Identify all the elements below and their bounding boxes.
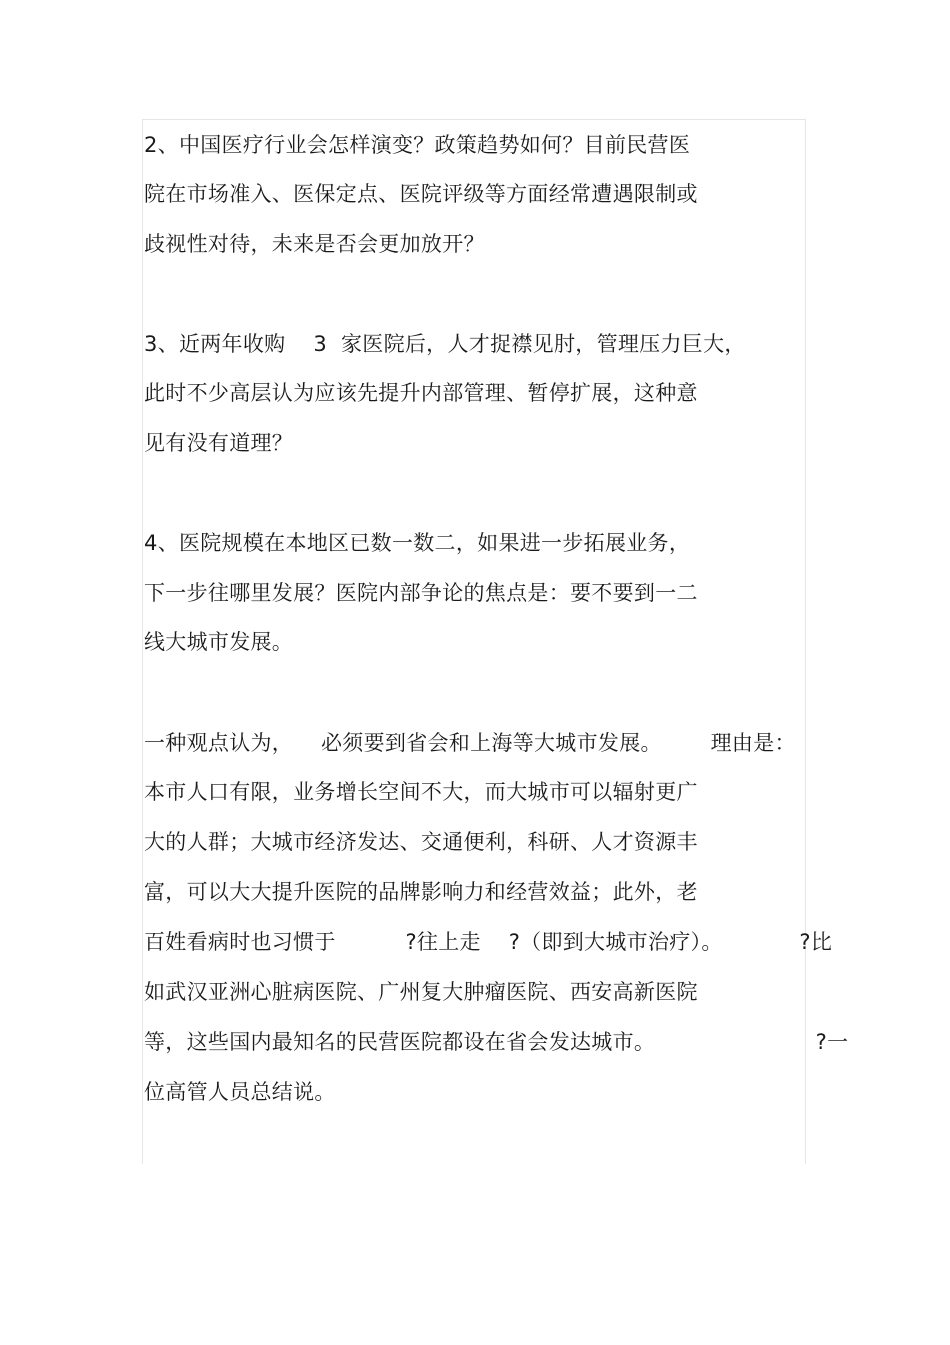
view-line-7: 等，这些国内最知名的民营医院都设在省会发达城市。 ?一	[144, 1030, 849, 1054]
q2-line-2: 院在市场准入、医保定点、医院评级等方面经常遭遇限制或	[144, 182, 698, 206]
view-line-3: 大的人群；大城市经济发达、交通便利，科研、人才资源丰	[144, 830, 698, 854]
q3-line-1: 3、近两年收购 3 家医院后，人才捉襟见肘，管理压力巨大，	[144, 332, 746, 356]
view-line-5: 百姓看病时也习惯于 ?往上走 ?（即到大城市治疗）。 ?比	[144, 930, 833, 954]
q4-line-3: 线大城市发展。	[144, 630, 294, 654]
q2-line-1: 2、中国医疗行业会怎样演变？政策趋势如何？目前民营医	[144, 133, 691, 157]
q3-line-3: 见有没有道理？	[144, 431, 294, 455]
view-line-4: 富，可以大大提升医院的品牌影响力和经营效益；此外，老	[144, 880, 698, 904]
view-line-8: 位高管人员总结说。	[144, 1080, 336, 1104]
q4-line-1: 4、医院规模在本地区已数一数二，如果进一步拓展业务，	[144, 531, 691, 555]
q4-line-2: 下一步往哪里发展？医院内部争论的焦点是：要不要到一二	[144, 581, 698, 605]
view-line-2: 本市人口有限，业务增长空间不大，而大城市可以辐射更广	[144, 780, 698, 804]
view-line-1: 一种观点认为， 必须要到省会和上海等大城市发展。 理由是：	[144, 731, 796, 755]
view-line-6: 如武汉亚洲心脏病医院、广州复大肿瘤医院、西安高新医院	[144, 980, 698, 1004]
q2-line-3: 歧视性对待，未来是否会更加放开？	[144, 232, 485, 256]
q3-line-2: 此时不少高层认为应该先提升内部管理、暂停扩展，这种意	[144, 381, 698, 405]
